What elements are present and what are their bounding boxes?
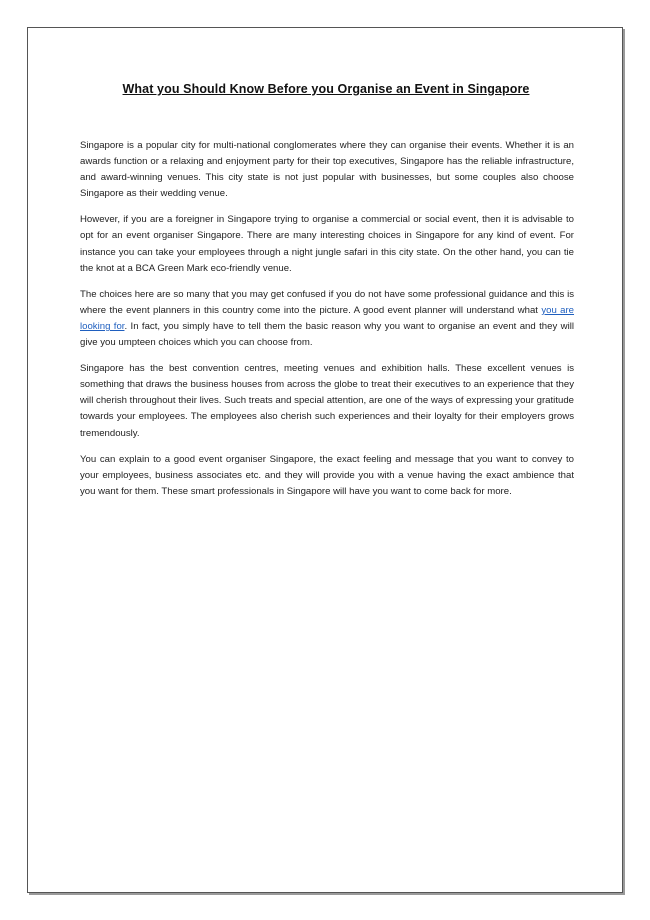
paragraph-3-text-after-link: . In fact, you simply have to tell them the basic reason why you want to organise an event and they will give you umpteen choices which you can choose from.: [80, 320, 574, 349]
paragraph-3-text-before-link: The choices here are so many that you may get confused if you do not have some professional guidance and this is where the event planners in this country come into the picture. A good event planner will understand what: [80, 288, 574, 316]
you-are-looking-for-link[interactable]: you are looking for: [80, 304, 575, 332]
document-page: [27, 27, 623, 893]
document-title: What you Should Know Before you Organise an Event in Singapore: [122, 82, 530, 96]
document-body: [80, 138, 574, 510]
paragraph-1: Singapore is a popular city for multi-national conglomerates where they can organise their events. Whether it is an awards function or a relaxing and enjoyment party for their top executives, Singapore has the reliable infrastructure, and award-winning venues. This city state is not just popular with businesses, but some couples also choose Singapore as their wedding venue.: [80, 140, 574, 200]
paragraph-5: You can explain to a good event organiser Singapore, the exact feeling and message that you want to convey to your employees, business associates etc. and they will provide you with a venue having the exact ambience that you want for them. These smart professionals in Singapore will have you want to come back for more.: [80, 453, 574, 497]
paragraph-4: Singapore has the best convention centres, meeting venues and exhibition halls. These excellent venues is something that draws the business houses from across the globe to treat their executives to an experience that they will cherish throughout their lives. Such treats and special attention, are one of the ways of expressing your gratitude towards your employees. The employees also cherish such experiences and their loyalty for their employers grows tremendously.: [80, 363, 574, 439]
paragraph-2: However, if you are a foreigner in Singapore trying to organise a commercial or social event, then it is advisable to opt for an event organiser Singapore. There are many interesting choices in Singapore for any kind of event. For instance you can take your employees through a night jungle safari in this city state. On the other hand, you can tie the knot at a BCA Green Mark eco-friendly venue.: [80, 214, 574, 274]
paragraph-3: [80, 287, 574, 351]
